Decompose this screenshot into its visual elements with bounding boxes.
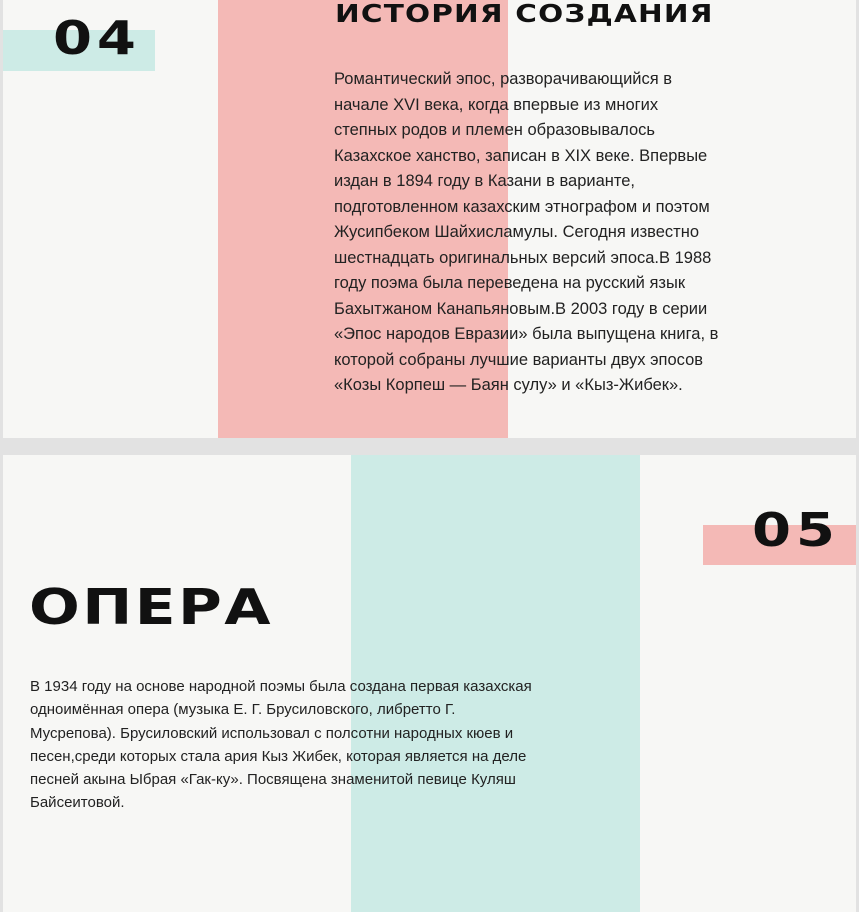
text-line: Жусипбеком Шайхисламулы. Сегодня известно	[334, 223, 700, 241]
text-line: одноимённая опера (музыка Е. Г. Брусиловского, либретто Г.	[30, 701, 456, 719]
section-heading: ИСТОРИЯ СОЗДАНИЯ	[335, 0, 714, 28]
text-line: песен,среди которых стала ария Кыз Жибек, которая является на деле	[30, 747, 527, 765]
text-line: издан в 1894 году в Казани в варианте,	[334, 172, 636, 190]
text-line: В 1934 году на основе народной поэмы была создана первая казахская	[30, 678, 532, 695]
slide-number: 05	[752, 503, 840, 557]
text-line: Бахытжаном Канапьяновым.В 2003 году в серии	[334, 299, 708, 318]
text-line: Байсеитовой.	[30, 794, 125, 812]
section-body-text	[30, 675, 532, 815]
text-line: песней акына Ыбрая «Гак-ку». Посвящена знаменитой певице Куляш	[30, 771, 516, 789]
slide-opera	[3, 455, 856, 912]
text-line: подготовленном казахским этнографом и поэтом	[334, 197, 710, 216]
text-line: Мусрепова). Брусиловский использовал с полсотни народных кюев и	[30, 724, 514, 742]
text-line: «Козы Корпеш — Баян сулу» и «Кыз-Жибек».	[334, 376, 683, 394]
text-line: Романтический эпос, разворачивающийся в	[334, 70, 673, 88]
text-line: степных родов и племен образовывалось	[334, 121, 656, 139]
text-line: Казахское ханство, записан в XIX веке. Впервые	[334, 146, 708, 165]
section-body-text	[334, 67, 718, 399]
text-line: году поэма была переведена на русский язык	[334, 274, 686, 292]
slide-history	[3, 0, 856, 438]
text-line: «Эпос народов Евразии» была выпущена книга, в	[334, 325, 719, 343]
text-line: шестнадцать оригинальных версий эпоса.В 1988	[334, 248, 712, 267]
text-line: начале XVI века, когда впервые из многих	[334, 95, 659, 114]
text-line: которой собраны лучшие варианты двух эпосов	[334, 350, 704, 369]
section-heading: ОПЕРА	[29, 579, 273, 636]
slide-number: 04	[53, 11, 141, 65]
